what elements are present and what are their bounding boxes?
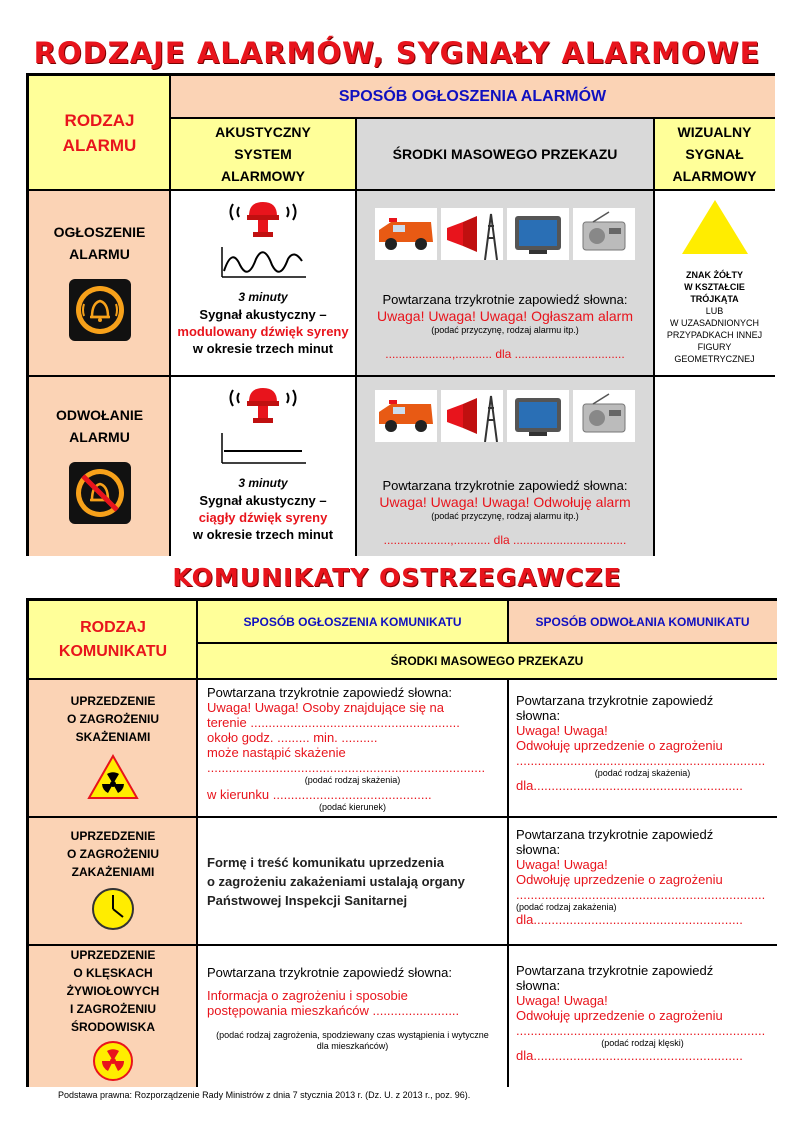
method-header: [170, 76, 775, 118]
warning-row-3-cancel-red: Uwaga! Uwaga! Odwołuję uprzedzenie o zagrożeniu .....................................................................: [516, 993, 766, 1038]
warning-row-3-announce-intro: Powtarzana trzykrotnie zapowiedź słowna:: [207, 965, 452, 980]
warning-row-1-cancel-red: Uwaga! Uwaga! Odwołuję uprzedzenie o zagrożeniu .....................................................................: [516, 723, 766, 768]
loudspeaker-tower-icon: [441, 390, 503, 447]
acoustic-header-label: AKUSTYCZNY SYSTEM ALARMOWY: [215, 124, 311, 184]
loudspeaker-tower-icon: [441, 208, 503, 265]
cancel-header-label: SPOSÓB ODWOŁANIA KOMUNIKATU: [535, 615, 750, 629]
alarm-row-1-duration: 3 minuty: [238, 290, 288, 304]
warning-row-2-cancel-red: Uwaga! Uwaga! Odwołuję uprzedzenie o zagrożeniu .....................................................................: [516, 857, 766, 902]
media-icons-row-1: [375, 208, 635, 265]
cancel-header: [508, 601, 777, 643]
warning-row-1-type: [29, 679, 197, 817]
warning-row-1-announce-note: (podać rodzaj skażenia): [304, 775, 401, 785]
warning-row-1-cancel: [508, 679, 777, 817]
biohazard-icon: [92, 1040, 134, 1087]
warning-row-3-announce: [197, 945, 508, 1087]
alarm-row-2-fill-line: ....................,........... dla ..................................: [383, 533, 627, 547]
warning-row-3-type: [29, 945, 197, 1087]
alarm-row-1-type: [29, 190, 170, 376]
warnings-table: [26, 598, 777, 1087]
alarm-row-1-visual-head: ZNAK ŻÓŁTY W KSZTAŁCIE TRÓJKĄTA: [684, 270, 745, 304]
warning-row-2-cancel: [508, 817, 777, 945]
alarm-row-1-visual: [654, 190, 775, 376]
alarm-row-1-sound-prefix: Sygnał akustyczny –: [199, 307, 327, 322]
alarm-row-1-announce-intro: Powtarzana trzykrotnie zapowiedź słowna:: [382, 292, 628, 307]
alarm-row-2-type-label: ODWOŁANIE ALARMU: [55, 406, 144, 445]
warning-row-3-announce-note: (podać rodzaj zagrożenia, spodziewany czas wystąpienia i wytyczne dla mieszkańców): [216, 1030, 489, 1051]
warning-type-header-label: RODZAJ KOMUNIKATU: [58, 619, 168, 660]
fire-truck-icon: [375, 390, 437, 447]
warning-row-1-announce-intro: Powtarzana trzykrotnie zapowiedź słowna:: [207, 685, 452, 700]
alarm-row-2-acoustic: [170, 376, 356, 556]
section1-title: RODZAJE ALARMÓW, SYGNAŁY ALARMOWE: [33, 36, 761, 70]
alarm-row-2-announce-intro: Powtarzana trzykrotnie zapowiedź słowna:: [382, 478, 628, 493]
alarm-row-2-sound-red: ciągły dźwięk syreny: [198, 510, 328, 525]
alarm-type-header-label: RODZAJ ALARMU: [62, 111, 137, 155]
method-header-label: SPOSÓB OGŁOSZENIA ALARMÓW: [338, 88, 607, 105]
siren-icon: [223, 384, 303, 431]
alarm-row-2-announce-red: Uwaga! Uwaga! Uwaga! Odwołuję alarm: [379, 494, 631, 510]
media-header-2-label: ŚRODKI MASOWEGO PRZEKAZU: [390, 654, 584, 668]
warning-row-2-type: [29, 817, 197, 945]
warning-row-3-type-label: UPRZEDZENIE O KLĘSKACH ŻYWIOŁOWYCH I ZAGROŻENIU ŚRODOWISKA: [66, 947, 160, 1034]
warning-row-2-cancel-red2: dla..........................................................: [516, 912, 743, 927]
warning-row-2-announce-text: Formę i treść komunikatu uprzedzenia o zagrożeniu zakażeniami ustalają organy Państwowej Inspekcji Sanitarnej: [207, 854, 465, 908]
warning-row-1-announce-red2: w kierunku ............................................: [207, 787, 432, 802]
radio-icon: [573, 208, 635, 265]
announce-header: [197, 601, 508, 643]
legal-basis-footer: Podstawa prawna: Rozporządzenie Rady Ministrów z dnia 7 stycznia 2013 r. (Dz. U. z 2013 r., poz. 96).: [58, 1090, 471, 1100]
warning-row-2-type-label: UPRZEDZENIE O ZAGROŻENIU ZAKAŻENIAMI: [67, 828, 159, 879]
alarm-row-1-sound-red: modulowany dźwięk syreny: [177, 324, 349, 339]
announce-header-label: SPOSÓB OGŁOSZENIA KOMUNIKATU: [243, 615, 462, 629]
section2-title: KOMUNIKATY OSTRZEGAWCZE: [172, 563, 622, 592]
warning-type-header: [29, 601, 197, 679]
visual-header-label: WIZUALNY SYGNAŁ ALARMOWY: [672, 124, 757, 184]
bell-alarm-icon: [69, 279, 131, 346]
warning-row-3-cancel-intro: Powtarzana trzykrotnie zapowiedź słowna:: [516, 963, 714, 993]
warning-row-3-cancel-note: (podać rodzaj klęski): [601, 1038, 684, 1048]
siren-icon: [223, 198, 303, 245]
alarm-row-1-media: [356, 190, 654, 376]
media-header: [356, 118, 654, 190]
warning-row-2-cancel-intro: Powtarzana trzykrotnie zapowiedź słowna:: [516, 827, 714, 857]
alarm-type-header: [29, 76, 170, 190]
yellow-triangle-icon: [680, 196, 750, 261]
media-header-label: ŚRODKI MASOWEGO PRZEKAZU: [392, 146, 618, 162]
tv-icon: [507, 390, 569, 447]
radiation-icon: [87, 754, 139, 805]
alarm-row-2-announce-note: (podać przyczynę, rodzaj alarmu itp.): [431, 511, 579, 521]
alarm-row-1-acoustic: [170, 190, 356, 376]
warning-row-3-cancel-red2: dla..........................................................: [516, 1048, 743, 1063]
warning-row-1-cancel-intro: Powtarzana trzykrotnie zapowiedź słowna:: [516, 693, 714, 723]
warning-row-2-announce: [197, 817, 508, 945]
acoustic-header: [170, 118, 356, 190]
wave-modulated-icon: [218, 245, 308, 284]
alarm-row-1-announce-note: (podać przyczynę, rodzaj alarmu itp.): [431, 325, 579, 335]
alarm-row-1-announce-red: Uwaga! Uwaga! Uwaga! Ogłaszam alarm: [377, 308, 633, 324]
alarms-table: [26, 73, 775, 556]
fire-truck-icon: [375, 208, 437, 265]
warning-row-1-cancel-red2: dla..........................................................: [516, 778, 743, 793]
alarm-row-2-visual: [654, 376, 775, 556]
alarm-row-2-sound-suffix: w okresie trzech minut: [192, 527, 334, 542]
alarm-row-1-sound-suffix: w okresie trzech minut: [192, 341, 334, 356]
alarm-row-2-sound-prefix: Sygnał akustyczny –: [199, 493, 327, 508]
wave-steady-icon: [218, 431, 308, 470]
media-header-2: [197, 643, 777, 679]
alarm-row-2-type: [29, 376, 170, 556]
warning-row-1-announce-note2: (podać kierunek): [318, 802, 387, 812]
alarm-row-1-type-label: OGŁOSZENIE ALARMU: [53, 223, 146, 262]
clock-icon: [91, 887, 135, 936]
warning-row-1-announce: [197, 679, 508, 817]
warning-row-3-cancel: [508, 945, 777, 1087]
alarm-row-2-media: [356, 376, 654, 556]
visual-header: [654, 118, 775, 190]
tv-icon: [507, 208, 569, 265]
media-icons-row-2: [375, 390, 635, 447]
warning-row-3-announce-red: Informacja o zagrożeniu i sposobie postępowania mieszkańców ........................: [207, 988, 460, 1018]
warning-row-1-cancel-note: (podać rodzaj skażenia): [594, 768, 691, 778]
alarm-row-1-visual-text: LUB W UZASADNIONYCH PRZYPADKACH INNEJ FIGURY GEOMETRYCZNEJ: [666, 306, 763, 364]
alarm-row-2-duration: 3 minuty: [238, 476, 288, 490]
radio-icon: [573, 390, 635, 447]
warning-row-2-cancel-note: (podać rodzaj zakażenia): [516, 902, 617, 912]
warning-row-1-type-label: UPRZEDZENIE O ZAGROŻENIU SKAŻENIAMI: [67, 693, 159, 744]
warning-row-1-announce-red: Uwaga! Uwaga! Osoby znajdujące się na terenie .......................................................... około godz. ......... min. .......... może nastąpić skażenie .............................................................................: [207, 700, 486, 775]
alarm-row-1-fill-line: ....................,........... dla .................................: [385, 347, 625, 361]
bell-cancel-icon: [69, 462, 131, 529]
